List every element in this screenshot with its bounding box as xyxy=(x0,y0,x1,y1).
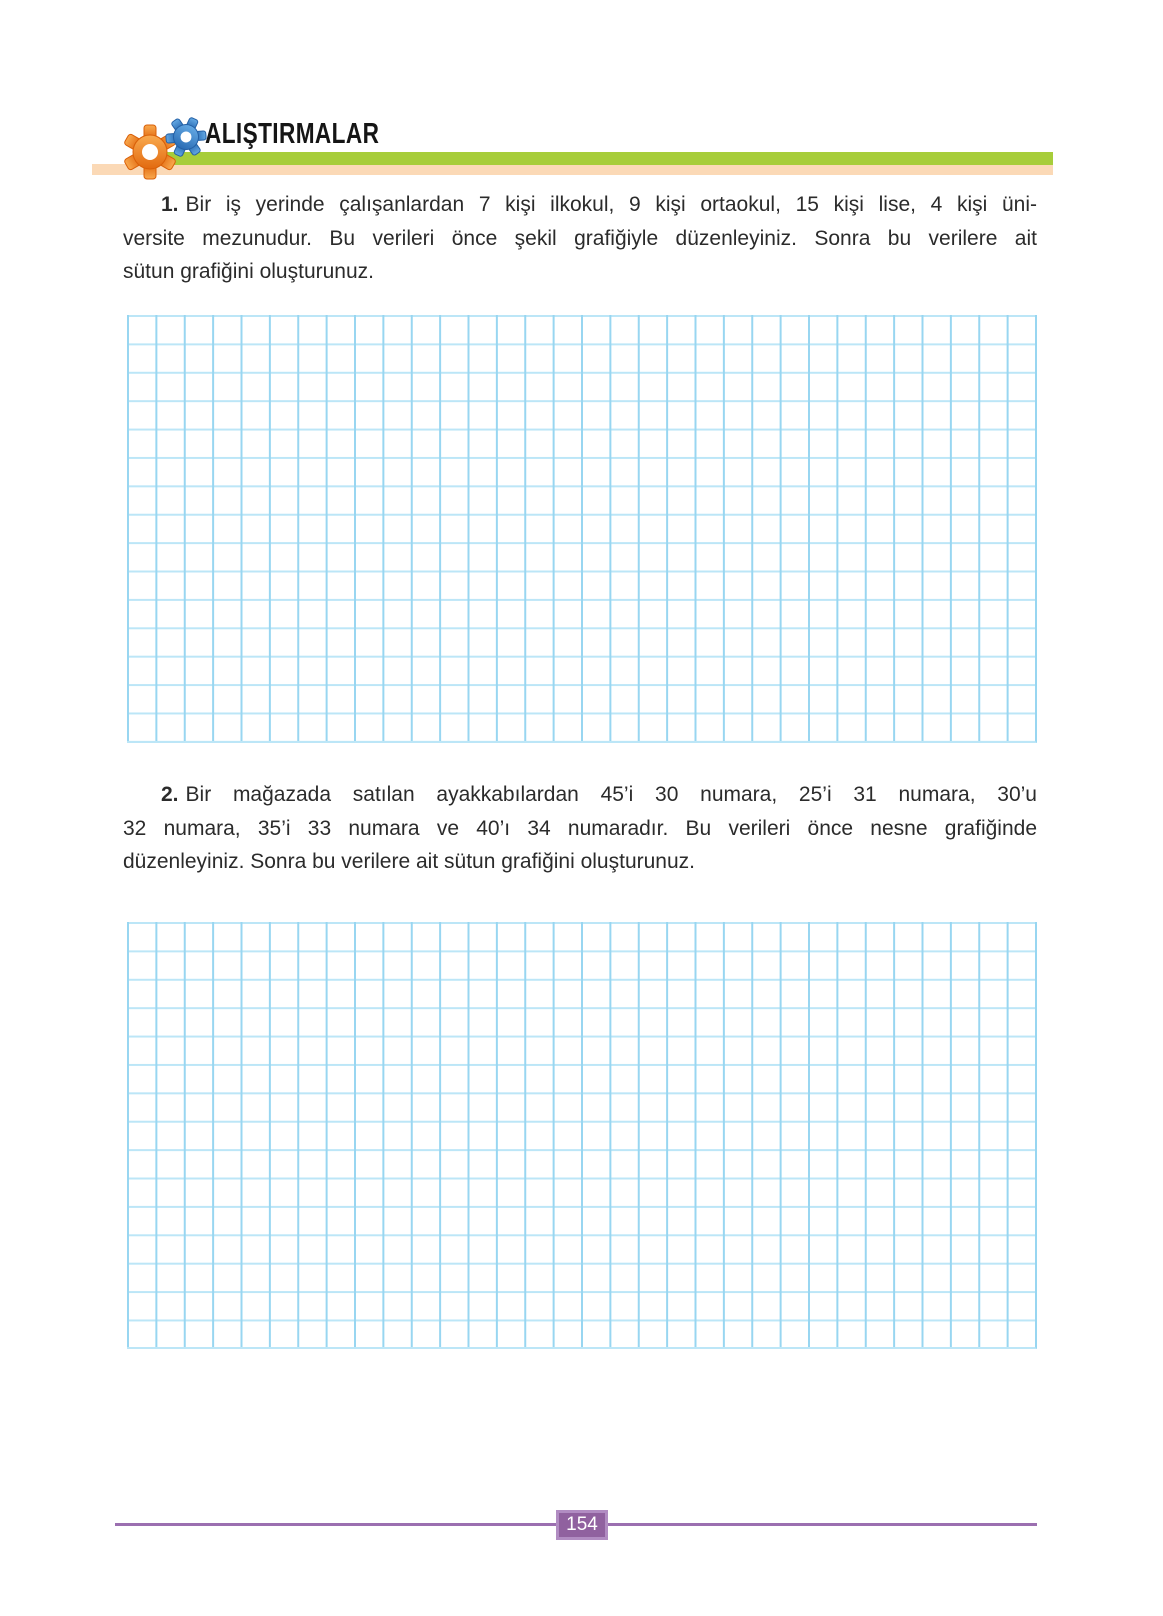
page-section-title: ALIŞTIRMALAR xyxy=(205,118,380,150)
exercise-2-text-1: Bir mağazada satılan ayakkabılardan 45’i 30 numara, 25’i 31 numara, 30’u xyxy=(185,783,1037,806)
exercise-1-text-1: Bir iş yerinde çalışanlardan 7 kişi ilkokul, 9 kişi ortaokul, 15 kişi lise, 4 kişi üni- xyxy=(185,193,1037,216)
orange-gear-icon xyxy=(124,125,177,179)
exercise-2-line-1 xyxy=(123,778,1037,812)
header-green-bar xyxy=(160,152,1053,165)
exercise-1-number: 1. xyxy=(161,193,179,216)
header-peach-bar xyxy=(92,164,1053,175)
exercise-2-line-3: düzenleyiniz. Sonra bu verilere ait sütun grafiğini oluşturunuz. xyxy=(123,850,695,873)
page-number-badge: 154 xyxy=(556,1510,608,1540)
gears-icon xyxy=(118,103,218,193)
exercise-1 xyxy=(123,188,1037,289)
graph-paper-grid-2 xyxy=(127,922,1037,1349)
exercise-2-line-2: 32 numara, 35’i 33 numara ve 40’ı 34 numaradır. Bu verileri önce nesne grafiğinde xyxy=(123,816,1037,840)
graph-paper-grid-1 xyxy=(127,315,1037,743)
exercise-1-line-3: sütun grafiğini oluşturunuz. xyxy=(123,260,374,283)
exercise-2 xyxy=(123,778,1037,879)
exercise-1-line-2: versite mezunudur. Bu verileri önce şekil grafiğiyle düzenleyiniz. Sonra bu verilere ait xyxy=(123,226,1037,250)
exercise-1-line-1 xyxy=(123,188,1037,222)
exercise-2-number: 2. xyxy=(161,783,179,806)
